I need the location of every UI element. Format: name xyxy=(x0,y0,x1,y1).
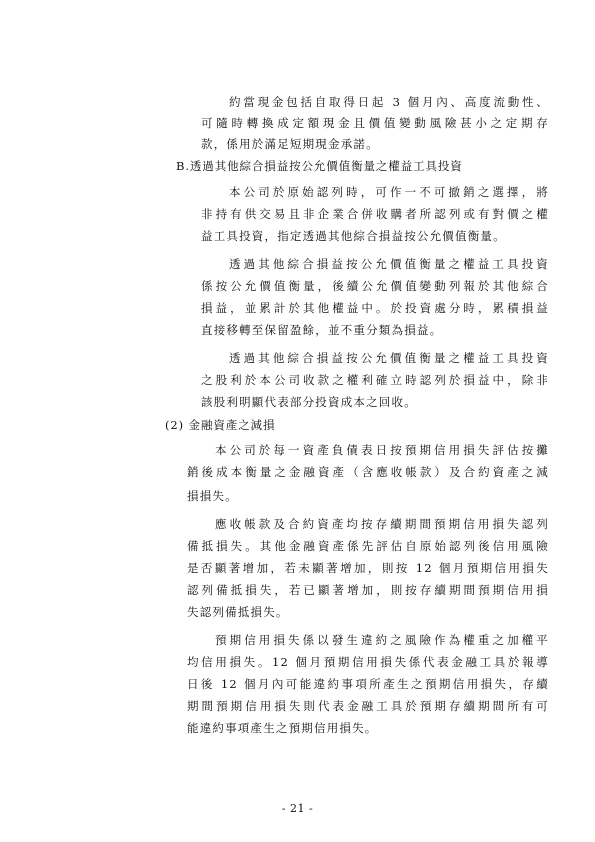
paragraph-3-line-3: 損益，並累計於其他權益中。於投資處分時，累積損益 xyxy=(201,301,549,315)
paragraph-4-line-1: 透過其他綜合損益按公允價值衡量之權益工具投資 xyxy=(229,351,549,365)
paragraph-7-line-3: 日後 12 個月內可能違約事項所產生之預期信用損失，存續 xyxy=(187,677,549,691)
paragraph-6-line-3: 是否顯著增加，若未顯著增加，則按 12 個月預期信用損失 xyxy=(187,561,549,575)
paragraph-2-line-1: 本公司於原始認列時，可作一不可撤銷之選擇，將 xyxy=(229,185,549,199)
paragraph-7-line-5: 能違約事項產生之預期信用損失。 xyxy=(187,721,378,735)
paragraph-3-line-2: 係按公允價值衡量，後續公允價值變動列報於其他綜合 xyxy=(201,279,549,293)
paragraph-6-line-4: 認列備抵損失，若已顯著增加，則按存續期間預期信用損 xyxy=(187,583,549,597)
paragraph-5-line-2: 銷後成本衡量之金融資產（含應收帳款）及合約資產之減 xyxy=(187,465,549,479)
paragraph-2-line-2: 非持有供交易且非企業合併收購者所認列或有對價之權 xyxy=(201,207,549,221)
paragraph-3-line-4: 直接移轉至保留盈餘，並不重分類為損益。 xyxy=(201,323,443,337)
paragraph-4-line-2: 之股利於本公司收款之權利確立時認列於損益中，除非 xyxy=(201,373,549,387)
section-heading-b: B.透過其他綜合損益按公允價值衡量之權益工具投資 xyxy=(176,159,463,173)
paragraph-6-line-1: 應收帳款及合約資產均按存續期間預期信用損失認列 xyxy=(215,517,549,531)
page-number: - 21 - xyxy=(281,802,314,815)
paragraph-3-line-1: 透過其他綜合損益按公允價值衡量之權益工具投資 xyxy=(229,257,549,271)
section-heading-2: (2) 金融資產之減損 xyxy=(165,418,276,432)
paragraph-1-line-1: 約當現金包括自取得日起 3 個月內、高度流動性、 xyxy=(229,95,549,109)
paragraph-7-line-1: 預期信用損失係以發生違約之風險作為權重之加權平 xyxy=(215,633,549,647)
paragraph-1-line-2: 可隨時轉換成定額現金且價值變動風險甚小之定期存 xyxy=(201,116,549,130)
paragraph-5-line-1: 本公司於每一資產負債表日按預期信用損失評估按攤 xyxy=(215,443,549,457)
paragraph-6-line-2: 備抵損失。其他金融資產係先評估自原始認列後信用風險 xyxy=(187,539,549,553)
paragraph-1-line-3: 款，係用於滿足短期現金承諾。 xyxy=(201,137,379,151)
paragraph-7-line-2: 均信用損失。12 個月預期信用損失係代表金融工具於報導 xyxy=(187,655,549,669)
paragraph-5-line-3: 損損失。 xyxy=(187,489,238,503)
paragraph-6-line-5: 失認列備抵損失。 xyxy=(187,605,289,619)
paragraph-7-line-4: 期間預期信用損失則代表金融工具於預期存續期間所有可 xyxy=(187,699,549,713)
paragraph-2-line-3: 益工具投資，指定透過其他綜合損益按公允價值衡量。 xyxy=(201,229,506,243)
paragraph-4-line-3: 該股利明顯代表部分投資成本之回收。 xyxy=(201,395,417,409)
